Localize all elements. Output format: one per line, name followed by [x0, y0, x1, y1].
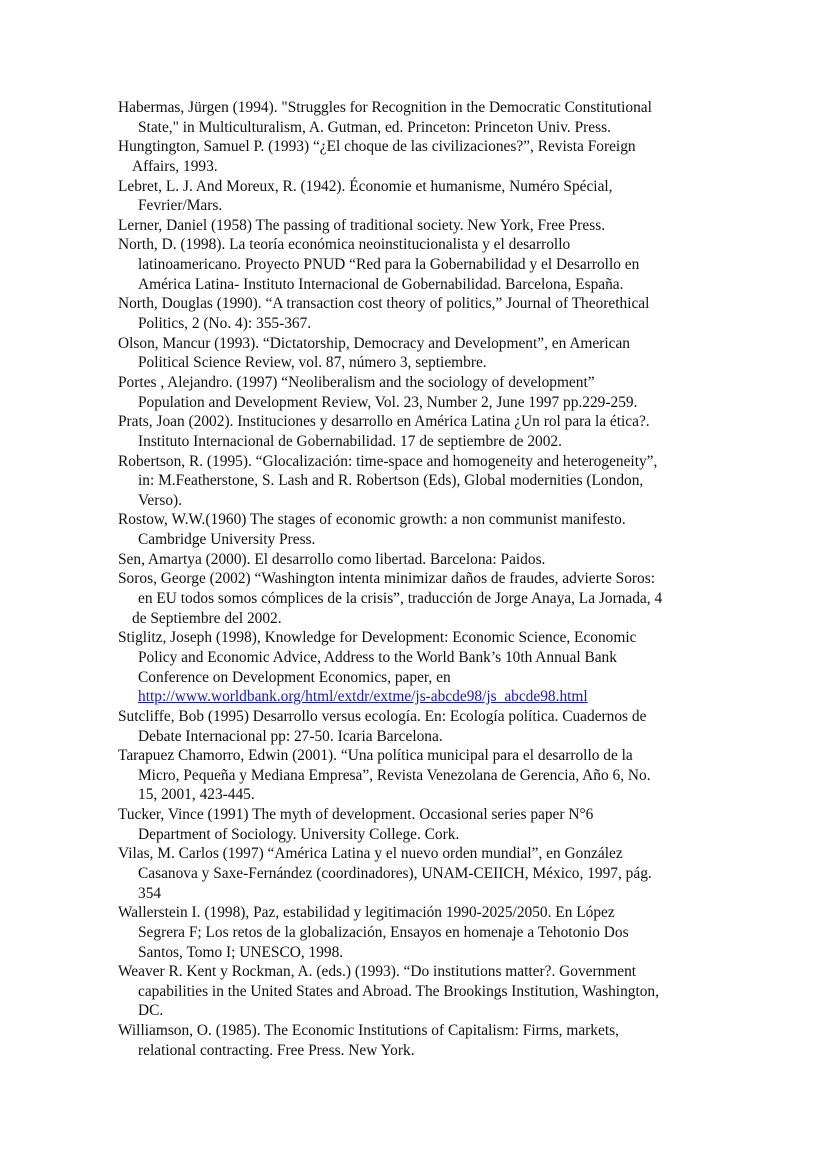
reference-line: Tucker, Vince (1991) The myth of development. Occasional series paper N°6 — [118, 806, 594, 824]
reference-line: Hungtington, Samuel P. (1993) “¿El choque de las civilizaciones?”, Revista Foreign — [118, 138, 636, 156]
reference-portes — [118, 373, 718, 412]
reference-line: Politics, 2 (No. 4): 355-367. — [138, 315, 312, 333]
reference-line: Wallerstein I. (1998), Paz, estabilidad y legitimación 1990-2025/2050. En López — [118, 904, 615, 922]
reference-soros — [118, 569, 718, 628]
reference-line: DC. — [138, 1002, 164, 1020]
reference-line: Habermas, Jürgen (1994). "Struggles for Recognition in the Democratic Constitutional — [118, 99, 652, 116]
reference-vilas — [118, 844, 718, 903]
reference-line: North, Douglas (1990). “A transaction cost theory of politics,” Journal of Theorethical — [118, 295, 650, 313]
reference-line: Santos, Tomo I; UNESCO, 1998. — [138, 943, 344, 961]
reference-line: Casanova y Saxe-Fernández (coordinadores), UNAM-CEIICH, México, 1997, pág. — [138, 864, 652, 882]
reference-olson — [118, 334, 718, 373]
reference-line: in: M.Featherstone, S. Lash and R. Robertson (Eds), Global modernities (London, — [138, 472, 644, 490]
reference-line: en EU todos somos cómplices de la crisis”, traducción de Jorge Anaya, La Jornada, 4 — [138, 590, 663, 608]
reference-line: latinoamericano. Proyecto PNUD “Red para la Gobernabilidad y el Desarrollo en — [138, 256, 640, 274]
reference-habermas — [118, 98, 718, 137]
reference-line: Segrera F; Los retos de la globalización, Ensayos en homenaje a Tehotonio Dos — [138, 923, 629, 941]
reference-link-line — [118, 687, 718, 707]
reference-lebret — [118, 177, 718, 216]
reference-line: Instituto Internacional de Gobernabilidad. 17 de septiembre de 2002. — [138, 432, 562, 450]
reference-sen — [118, 550, 718, 570]
reference-line: Political Science Review, vol. 87, número 3, septiembre. — [138, 354, 487, 372]
reference-line: capabilities in the United States and Abroad. The Brookings Institution, Washington, — [138, 982, 659, 1000]
reference-tarapuez — [118, 746, 718, 805]
reference-line: Stiglitz, Joseph (1998), Knowledge for Development: Economic Science, Economic — [118, 629, 637, 647]
reference-line: Portes , Alejandro. (1997) “Neoliberalism and the sociology of development” — [118, 373, 595, 391]
reference-line: Debate Internacional pp: 27-50. Icaria Barcelona. — [138, 727, 443, 745]
reference-line: Department of Sociology. University College. Cork. — [138, 825, 460, 843]
reference-list — [118, 98, 718, 1060]
reference-line: Rostow, W.W.(1960) The stages of economic growth: a non communist manifesto. — [118, 511, 626, 529]
reference-wallerstein — [118, 903, 718, 962]
reference-line: 354 — [138, 884, 162, 902]
reference-line: Lerner, Daniel (1958) The passing of traditional society. New York, Free Press. — [118, 216, 606, 234]
reference-tucker — [118, 805, 718, 844]
reference-robertson — [118, 452, 718, 511]
reference-line: Population and Development Review, Vol. 23, Number 2, June 1997 pp.229-259. — [138, 393, 638, 411]
reference-line: Williamson, O. (1985). The Economic Institutions of Capitalism: Firms, markets, — [118, 1022, 619, 1040]
worldbank-link[interactable]: http://www.worldbank.org/html/extdr/extme/js-abcde98/js_abcde98.html — [138, 688, 588, 706]
reference-line: State," in Multiculturalism, A. Gutman, ed. Princeton: Princeton Univ. Press. — [138, 118, 611, 136]
reference-line: América Latina- Instituto Internacional de Gobernabilidad. Barcelona, España. — [138, 275, 624, 293]
reference-line: Lebret, L. J. And Moreux, R. (1942). Économie et humanisme, Numéro Spécial, — [118, 177, 613, 195]
reference-hungtington — [118, 137, 718, 176]
reference-line: Affairs, 1993. — [132, 157, 218, 175]
reference-line: Soros, George (2002) “Washington intenta minimizar daños de fraudes, advierte Soros: — [118, 570, 656, 588]
reference-north-d — [118, 235, 718, 294]
reference-line: 15, 2001, 423-445. — [138, 786, 255, 804]
reference-line: North, D. (1998). La teoría económica neoinstitucionalista y el desarrollo — [118, 236, 571, 254]
reference-line: Robertson, R. (1995). “Glocalización: time-space and homogeneity and heterogeneity”, — [118, 452, 658, 470]
reference-line: relational contracting. Free Press. New York. — [138, 1041, 415, 1059]
reference-rostow — [118, 510, 718, 549]
reference-line: Weaver R. Kent y Rockman, A. (eds.) (1993). “Do institutions matter?. Government — [118, 963, 637, 981]
reference-line: Sutcliffe, Bob (1995) Desarrollo versus ecología. En: Ecología política. Cuadernos de — [118, 707, 647, 725]
reference-line: Olson, Mancur (1993). “Dictatorship, Democracy and Development”, en American — [118, 334, 630, 352]
reference-lerner — [118, 216, 718, 236]
reference-line: Verso). — [138, 491, 183, 509]
reference-line: Tarapuez Chamorro, Edwin (2001). “Una política municipal para el desarrollo de la — [118, 747, 633, 765]
reference-line: Vilas, M. Carlos (1997) “América Latina y el nuevo orden mundial”, en González — [118, 845, 623, 863]
reference-north-douglas — [118, 294, 718, 333]
reference-line: Cambridge University Press. — [138, 531, 316, 549]
reference-sutcliffe — [118, 707, 718, 746]
reference-line: Conference on Development Economics, paper, en — [138, 668, 451, 686]
reference-williamson — [118, 1021, 718, 1060]
reference-prats — [118, 412, 718, 451]
reference-weaver — [118, 962, 718, 1021]
reference-line: Sen, Amartya (2000). El desarrollo como libertad. Barcelona: Paidos. — [118, 550, 546, 568]
reference-line: Fevrier/Mars. — [138, 197, 223, 215]
reference-line: Prats, Joan (2002). Instituciones y desarrollo en América Latina ¿Un rol para la ética?. — [118, 413, 650, 431]
reference-line: Micro, Pequeña y Mediana Empresa”, Revista Venezolana de Gerencia, Año 6, No. — [138, 766, 651, 784]
reference-line: Policy and Economic Advice, Address to the World Bank’s 10th Annual Bank — [138, 648, 617, 666]
reference-line: de Septiembre del 2002. — [132, 609, 282, 627]
reference-stiglitz — [118, 628, 718, 707]
